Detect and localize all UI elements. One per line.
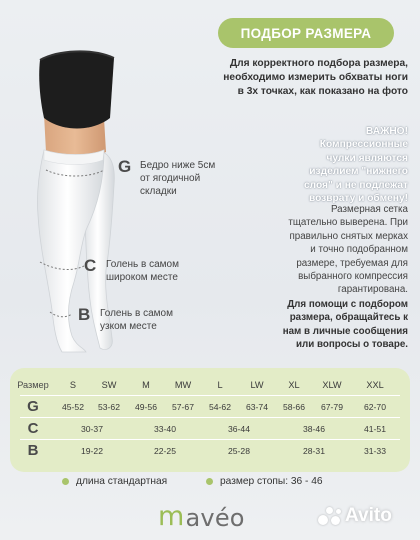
table-cell: 28-31 (303, 446, 325, 456)
warning-text: ВАЖНО! Компрессионные чулки являются изделием "нижнего слоя" и не подлежат возврату и обмену! (303, 126, 408, 205)
size-header: XL (288, 380, 300, 390)
brand-logo (158, 502, 245, 532)
row-label: B (27, 442, 39, 459)
intro-text: Для корректного подбора размера, необходимо измерить обхваты ноги в 3х точках, как показано на фото (223, 58, 408, 97)
legend-standard-length: длина стандартная (62, 474, 167, 488)
measurement-letter: G (118, 157, 132, 176)
size-table (10, 368, 410, 472)
table-cell: 67-79 (321, 402, 343, 412)
table-cell: 30-37 (81, 424, 103, 434)
table-cell: 38-46 (303, 424, 325, 434)
table-row (10, 418, 410, 440)
size-header: MW (174, 380, 192, 390)
table-header-row (10, 374, 410, 396)
brand-logo-m: m (158, 501, 185, 532)
table-row (10, 440, 410, 462)
size-header: L (217, 380, 223, 390)
size-header: LW (250, 380, 264, 390)
table-cell: 19-22 (81, 446, 103, 456)
table-cell: 58-66 (283, 402, 305, 412)
table-header-label: Размер (17, 380, 49, 390)
size-header: M (142, 380, 150, 390)
brand-logo-text: avéo (185, 504, 245, 532)
table-cell: 62-70 (364, 402, 386, 412)
table-cell: 33-40 (154, 424, 176, 434)
size-grid-note: Размерная сетка тщательно выверена. При правильно снятых мерках и точно подобранном размере, требуемая для выбранного компрессия гарантирована. (288, 204, 408, 296)
size-header: S (69, 380, 77, 390)
table-cell: 63-74 (246, 402, 268, 412)
table-cell: 36-44 (228, 424, 250, 434)
underwear (39, 51, 114, 128)
table-row (10, 396, 410, 418)
table-cell: 22-25 (154, 446, 176, 456)
table-cell: 57-67 (172, 402, 194, 412)
table-cell: 31-33 (364, 446, 386, 456)
table-cell: 45-52 (62, 402, 84, 412)
measurement-b: B Голень в самом узком месте (78, 305, 173, 332)
measurement-letter: C (84, 256, 97, 275)
table-cell: 53-62 (98, 402, 120, 412)
table-cell: 54-62 (209, 402, 231, 412)
table-cell: 49-56 (135, 402, 157, 412)
measurement-letter: B (78, 305, 91, 324)
table-cell: 41-51 (364, 424, 386, 434)
bullet-dot-icon (206, 478, 213, 485)
page-title: ПОДБОР РАЗМЕРА (218, 18, 394, 48)
row-label: G (27, 398, 39, 415)
avito-watermark: Avito (316, 503, 392, 529)
avito-dots-icon (316, 505, 342, 527)
size-header: XXL (366, 380, 384, 390)
size-header: XLW (322, 380, 342, 390)
bullet-dot-icon (62, 478, 69, 485)
size-header: SW (101, 380, 117, 390)
help-note: Для помощи с подбором размера, обращайтесь к нам в личные сообщения или вопросы о товаре. (282, 299, 408, 351)
table-cell: 25-28 (228, 446, 250, 456)
measurement-c: C Голень в самом широком месте (84, 256, 179, 283)
measurement-g: G Бедро ниже 5см от ягодичной складки (118, 157, 216, 197)
row-label: C (27, 420, 39, 437)
legend-foot-size: размер стопы: 36 - 46 (206, 474, 323, 488)
